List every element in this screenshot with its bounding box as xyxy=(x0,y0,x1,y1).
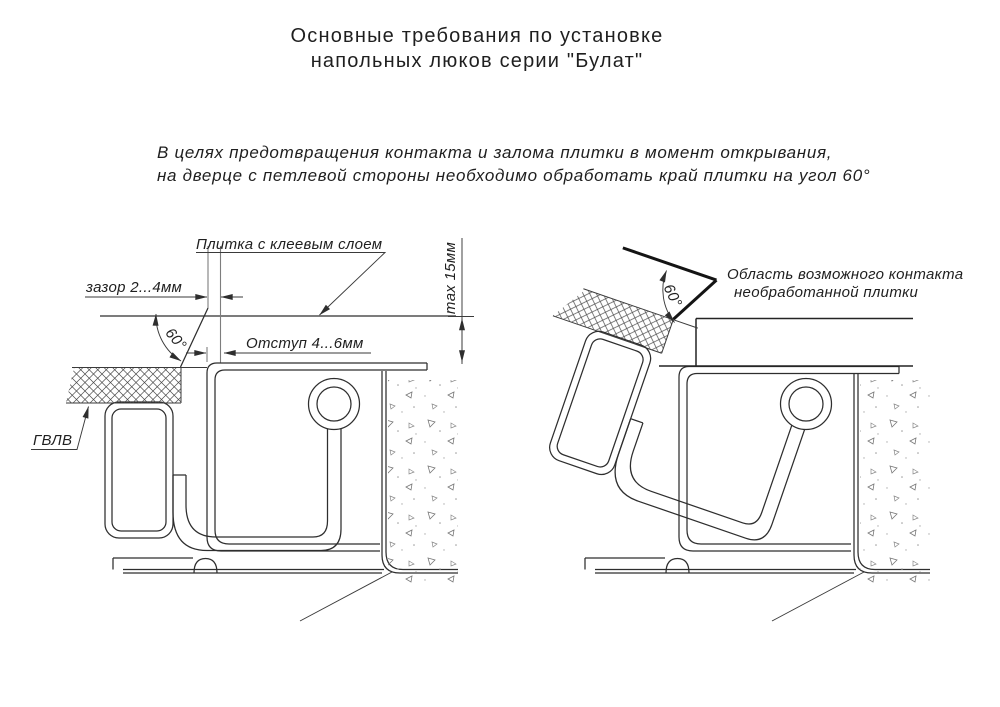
door-tube-inner xyxy=(555,336,646,469)
label-bevel-angle-right: 60° xyxy=(659,281,686,311)
gvl-hatch-fill xyxy=(66,368,181,403)
hinge-arm xyxy=(173,429,341,551)
bottom-detail-dome xyxy=(666,559,689,574)
fixed-tile-outline xyxy=(659,319,913,367)
label-contact-area-line-1: Область возможного контакта xyxy=(727,266,964,283)
label-gvl: ГВЛВ xyxy=(33,432,73,449)
hinge-pivot-inner xyxy=(317,387,351,421)
label-contact-area-line-2: необработанной плитки xyxy=(734,284,919,301)
hinge-arm xyxy=(606,375,805,545)
extension-lines xyxy=(207,246,221,363)
note-line-1: В целях предотвращения контакта и залома плитки в момент открывания, xyxy=(157,143,833,162)
door-tube-inner xyxy=(112,409,166,531)
page-title-line-1: Основные требования по установке xyxy=(290,25,664,47)
break-line xyxy=(772,572,864,621)
page-title-line-2: напольных люков серии "Булат" xyxy=(310,50,644,72)
hinge-pivot-outer xyxy=(781,379,832,430)
bottom-detail-dome xyxy=(194,559,217,574)
label-tile-adhesive: Плитка с клеевым слоем xyxy=(196,236,383,253)
concrete-texture xyxy=(388,380,458,586)
tilted-tile-surface-thick xyxy=(623,248,717,280)
label-offset-dimension: Отступ 4...6мм xyxy=(246,335,364,352)
label-gap-dimension: зазор 2...4мм xyxy=(86,279,183,296)
tile-label-leader xyxy=(196,253,385,316)
header xyxy=(157,25,870,185)
concrete-texture xyxy=(860,380,930,586)
hinge-pivot-inner xyxy=(789,387,823,421)
hinge-pivot-outer xyxy=(309,379,360,430)
door-tube-outer xyxy=(105,402,173,538)
bottom-lines xyxy=(585,558,856,573)
label-max-thickness: max 15мм xyxy=(442,241,459,315)
left-diagram xyxy=(31,236,474,621)
bottom-lines xyxy=(113,558,384,573)
label-bevel-angle-left: 60° xyxy=(161,324,190,354)
note-line-2: на дверце с петлевой стороны необходимо обработать край плитки на угол 60° xyxy=(157,166,871,185)
break-line xyxy=(300,572,392,621)
right-diagram xyxy=(505,234,964,621)
door-tube-outer xyxy=(546,328,655,479)
